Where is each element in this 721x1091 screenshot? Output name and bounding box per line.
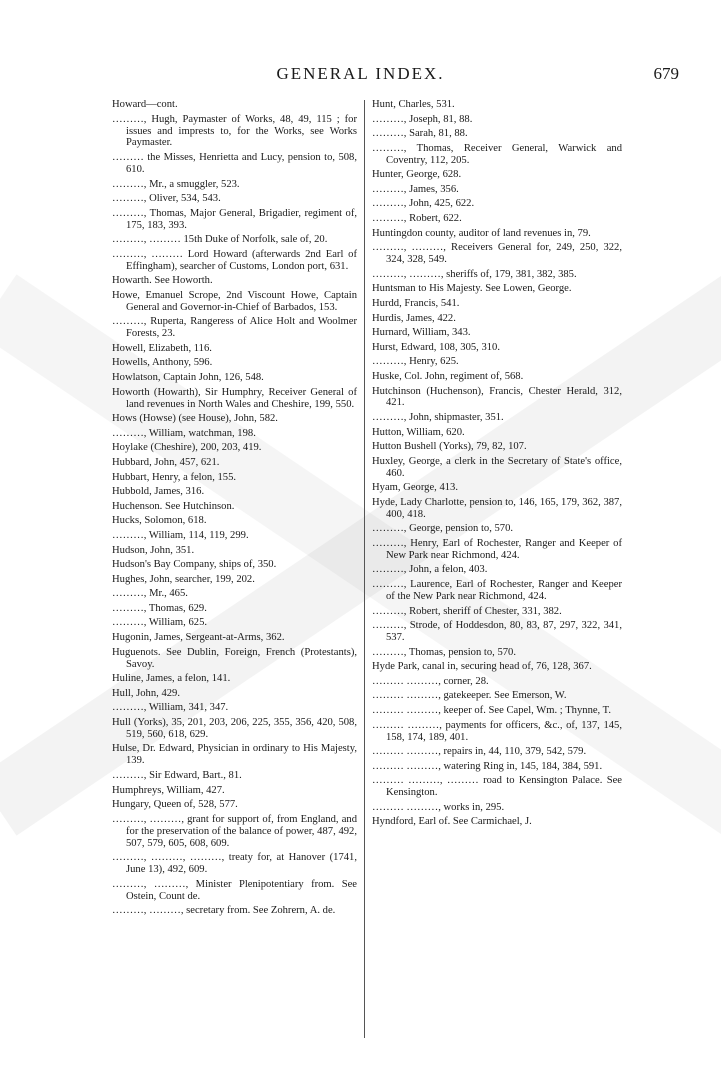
index-entry: Hurdis, James, 422. <box>372 312 456 324</box>
index-entry: Hyam, George, 413. <box>372 482 459 494</box>
index-column-right <box>372 99 622 831</box>
index-entry: ………, John, a felon, 403. <box>372 564 488 576</box>
index-entry: Hutchinson (Huchenson), Francis, Chester Herald, 312, 421. <box>372 385 622 409</box>
index-entry: ………, Thomas, 629. <box>112 602 207 614</box>
index-entry: ………, George, pension to, 570. <box>372 523 514 535</box>
index-entry: Hugonin, James, Sergeant-at-Arms, 362. <box>112 632 285 644</box>
index-entry: Hurdd, Francis, 541. <box>372 297 460 309</box>
index-entry: Hutton, William, 620. <box>372 426 465 438</box>
index-entry: Howarth. See Howorth. <box>112 275 213 287</box>
index-entry: ………, Oliver, 534, 543. <box>112 193 221 205</box>
index-entry: ………, Thomas, Major General, Brigadier, regiment of, 175, 183, 393. <box>112 207 357 231</box>
index-entry: Hudson, John, 351. <box>112 544 195 556</box>
index-entry: Humphreys, William, 427. <box>112 784 225 796</box>
index-entry: ……… the Misses, Henrietta and Lucy, pension to, 508, 610. <box>112 152 357 175</box>
index-entry: ………, William, 114, 119, 299. <box>112 529 249 541</box>
index-entry: Hyndford, Earl of. See Carmichael, J. <box>372 816 532 828</box>
index-entry: Huxley, George, a clerk in the Secretary of State's office, 460. <box>372 455 622 479</box>
index-entry: ………, William, 625. <box>112 617 208 629</box>
index-entry: ………, Joseph, 81, 88. <box>372 113 473 125</box>
index-entry: ………, Mr., a smuggler, 523. <box>112 178 240 190</box>
index-entry: ………, Thomas, pension to, 570. <box>372 646 516 658</box>
index-entry: Huske, Col. John, regiment of, 568. <box>372 370 524 382</box>
index-column-left <box>112 99 357 920</box>
index-entry: Howells, Anthony, 596. <box>112 357 213 369</box>
index-entry: ………, Hugh, Paymaster of Works, 48, 49, 115 ; for issues and imprests to, for the Works, see Works Paymaster. <box>112 113 357 149</box>
index-entry: ……… ………, payments for officers, &c., of, 137, 145, 158, 174, 189, 401. <box>372 719 622 743</box>
index-entry: Hubbold, James, 316. <box>112 486 205 498</box>
index-entry: ………, Robert, 622. <box>372 213 462 225</box>
index-entry: ………, ………, sheriffs of, 179, 381, 382, 385. <box>372 268 577 280</box>
index-entry: Huntsman to His Majesty. See Lowen, George. <box>372 283 572 295</box>
index-entry: Hows (Howse) (see House), John, 582. <box>112 413 278 425</box>
index-entry: ………, John, 425, 622. <box>372 198 475 210</box>
index-entry: Hyde Park, canal in, securing head of, 76, 128, 367. <box>372 661 592 673</box>
index-entry: ……… ………, keeper of. See Capel, Wm. ; Thynne, T. <box>372 705 612 717</box>
index-entry: Hunt, Charles, 531. <box>372 99 455 110</box>
index-entry: ……… ………, gatekeeper. See Emerson, W. <box>372 690 567 702</box>
index-entry: Hungary, Queen of, 528, 577. <box>112 799 238 811</box>
index-entry: ………, Strode, of Hoddesdon, 80, 83, 87, 297, 322, 341, 537. <box>372 620 622 644</box>
index-entry: Howlatson, Captain John, 126, 548. <box>112 372 264 384</box>
index-entry: ………, ………, Minister Plenipotentiary from. See Ostein, Count de. <box>112 878 357 902</box>
index-entry: ………, Sarah, 81, 88. <box>372 128 468 140</box>
index-entry: ……… ………, works in, 295. <box>372 801 505 813</box>
index-entry: ………, Thomas, Receiver General, Warwick and Coventry, 112, 205. <box>372 142 622 166</box>
index-entry: Howe, Emanuel Scrope, 2nd Viscount Howe, Captain General and Governor-in-Chief of Barbados, 153. <box>112 289 357 313</box>
index-entry: ………, ……… Lord Howard (afterwards 2nd Earl of Effingham), searcher of Customs, London port, 631. <box>112 248 357 272</box>
index-entry: ………, Robert, sheriff of Chester, 331, 382. <box>372 605 562 617</box>
index-entry: Hulse, Dr. Edward, Physician in ordinary to His Majesty, 139. <box>112 743 357 767</box>
index-entry: ……… ………, ……… road to Kensington Palace. See Kensington. <box>372 775 622 799</box>
index-entry: Huchenson. See Hutchinson. <box>112 500 235 512</box>
index-entry: ………, William, watchman, 198. <box>112 427 256 439</box>
index-entry: ………, John, shipmaster, 351. <box>372 412 504 423</box>
index-entry: Hughes, John, searcher, 199, 202. <box>112 573 255 585</box>
index-entry: ………, William, 341, 347. <box>112 702 229 714</box>
index-entry: Hudson's Bay Company, ships of, 350. <box>112 559 277 571</box>
index-entry: Hurst, Edward, 108, 305, 310. <box>372 341 500 353</box>
index-entry: ………, Sir Edward, Bart., 81. <box>112 769 242 781</box>
index-entry: ……… ………, repairs in, 44, 110, 379, 542, 579. <box>372 746 587 758</box>
index-entry: Hull, John, 429. <box>112 687 180 699</box>
index-entry: ………, ………, Receivers General for, 249, 250, 322, 324, 328, 549. <box>372 242 622 266</box>
index-entry: Hurnard, William, 343. <box>372 327 471 339</box>
index-entry: ……… ………, corner, 28. <box>372 675 489 687</box>
index-entry: Hubbart, Henry, a felon, 155. <box>112 471 237 483</box>
index-entry: Hunter, George, 628. <box>372 169 462 181</box>
index-entry: Hyde, Lady Charlotte, pension to, 146, 165, 179, 362, 387, 400, 418. <box>372 496 622 520</box>
index-entry: ………, ……… 15th Duke of Norfolk, sale of, 20. <box>112 234 328 246</box>
index-entry: Huline, James, a felon, 141. <box>112 673 231 685</box>
index-entry: Hucks, Solomon, 618. <box>112 515 207 527</box>
index-entry: Hubbard, John, 457, 621. <box>112 456 220 468</box>
index-entry: ………, Laurence, Earl of Rochester, Ranger and Keeper of the New Park near Richmond, 424. <box>372 579 622 602</box>
index-entry: Howell, Elizabeth, 116. <box>112 342 212 354</box>
index-entry: ………, James, 356. <box>372 183 459 195</box>
index-entry: Hutton Bushell (Yorks), 79, 82, 107. <box>372 441 527 453</box>
index-entry: Hull (Yorks), 35, 201, 203, 206, 225, 355, 356, 420, 508, 519, 560, 618, 629. <box>112 716 357 740</box>
index-entry: ……… ………, watering Ring in, 145, 184, 384, 591. <box>372 760 603 772</box>
index-entry: Hoylake (Cheshire), 200, 203, 419. <box>112 442 262 454</box>
index-entry: ………, ………, grant for support of, from England, and for the preservation of the balance of power, 487, 492, 507, 579, 605, 608, 609. <box>112 813 357 849</box>
index-entry: Huntingdon county, auditor of land revenues in, 79. <box>372 227 591 239</box>
index-entry: Howorth (Howarth), Sir Humphry, Receiver General of land revenues in North Wales and Cheshire, 199, 550. <box>112 386 357 410</box>
index-entry: Howard—cont. <box>112 99 178 110</box>
index-entry: ………, ………, ………, treaty for, at Hanover (1741, June 13), 492, 609. <box>112 852 357 876</box>
column-divider <box>364 100 365 1038</box>
page-title: GENERAL INDEX. <box>276 64 445 83</box>
index-entry: ………, Henry, 625. <box>372 356 459 368</box>
page-number: 679 <box>653 64 679 83</box>
index-entry: Huguenots. See Dublin, Foreign, French (Protestants), Savoy. <box>112 646 357 670</box>
index-entry: ………, Mr., 465. <box>112 588 188 600</box>
index-entry: ………, Ruperta, Rangeress of Alice Holt and Woolmer Forests, 23. <box>112 316 357 340</box>
index-entry: ………, Henry, Earl of Rochester, Ranger and Keeper of New Park near Richmond, 424. <box>372 537 622 561</box>
index-entry: ………, ………, secretary from. See Zohrern, A. de. <box>112 905 336 917</box>
page-header <box>0 64 721 90</box>
